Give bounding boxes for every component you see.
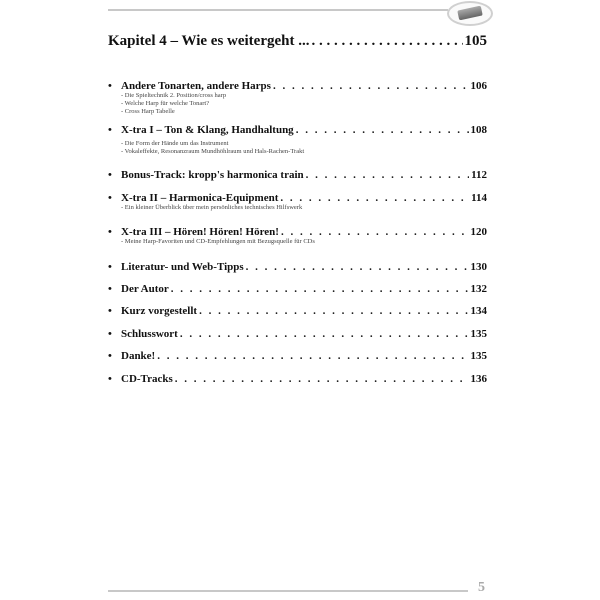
entry-subtopic: - Cross Harp Tabelle xyxy=(121,108,175,115)
bullet: • xyxy=(108,283,112,295)
dot-leader xyxy=(312,33,463,50)
dot-leader xyxy=(157,350,468,362)
bullet: • xyxy=(108,80,112,92)
chapter-title: Kapitel 4 – Wie es weitergeht ... xyxy=(108,33,310,49)
entry-title: CD-Tracks xyxy=(121,373,173,385)
entry-subtopic: - Die Form der Hände um das Instrument xyxy=(121,140,229,147)
entry-page: 112 xyxy=(471,169,487,181)
dot-leader xyxy=(273,80,469,92)
toc-entry xyxy=(108,283,487,295)
bullet: • xyxy=(108,226,112,238)
harmonica-icon xyxy=(457,6,483,21)
harmonica-logo xyxy=(447,1,493,26)
entry-page: 106 xyxy=(470,80,487,92)
toc-entry xyxy=(108,373,487,385)
entry-title: X-tra I – Ton & Klang, Handhaltung xyxy=(121,124,294,136)
chapter-heading xyxy=(108,33,487,50)
entry-title: Bonus-Track: kropp's harmonica train xyxy=(121,169,304,181)
toc-entry xyxy=(108,192,487,212)
entry-title: Der Autor xyxy=(121,283,169,295)
entry-page: 136 xyxy=(470,373,487,385)
entry-subtopic: - Ein kleiner Überblick über mein persönliches technisches Hilfswerk xyxy=(121,204,303,211)
entry-subtopic: - Vokaleffekte, Resonanzraum Mundhöhlraum und Hals-Rachen-Trakt xyxy=(121,148,305,155)
entry-page: 108 xyxy=(470,124,487,136)
entry-title: X-tra III – Hören! Hören! Hören! xyxy=(121,226,279,238)
toc-entry xyxy=(108,80,487,116)
dot-leader xyxy=(175,373,469,385)
toc-entry xyxy=(108,305,487,317)
entry-title: X-tra II – Harmonica-Equipment xyxy=(121,192,279,204)
toc-entry xyxy=(108,226,487,246)
toc-entry xyxy=(108,169,487,181)
bullet: • xyxy=(108,169,112,181)
entry-page: 132 xyxy=(470,283,487,295)
bullet: • xyxy=(108,373,112,385)
entry-title: Andere Tonarten, andere Harps xyxy=(121,80,271,92)
bullet: • xyxy=(108,192,112,204)
toc-entry xyxy=(108,350,487,362)
bullet: • xyxy=(108,124,112,136)
entry-title: Danke! xyxy=(121,350,156,362)
entry-title: Kurz vorgestellt xyxy=(121,305,198,317)
entry-subtopic: - Welche Harp für welche Tonart? xyxy=(121,100,210,107)
entry-page: 134 xyxy=(470,305,487,317)
dot-leader xyxy=(296,124,469,136)
dot-leader xyxy=(180,328,469,340)
entry-title: Literatur- und Web-Tipps xyxy=(121,261,244,273)
bullet: • xyxy=(108,350,112,362)
entry-page: 135 xyxy=(470,328,487,340)
dot-leader xyxy=(199,305,468,317)
bullet: • xyxy=(108,261,112,273)
page-number: 5 xyxy=(478,580,485,595)
dot-leader xyxy=(171,283,469,295)
dot-leader xyxy=(280,192,469,204)
dot-leader xyxy=(246,261,469,273)
entry-page: 114 xyxy=(471,192,487,204)
dot-leader xyxy=(306,169,469,181)
entry-subtopic: - Die Spieltechnik 2. Position/cross harp xyxy=(121,92,227,99)
footer-rule xyxy=(108,590,468,592)
chapter-page: 105 xyxy=(464,33,487,49)
toc-entry xyxy=(108,124,487,156)
entry-subtopic: - Meine Harp-Favoriten und CD-Empfehlungen mit Bezugsquelle für CDs xyxy=(121,238,315,245)
entry-title: Schlusswort xyxy=(121,328,178,340)
header-rule xyxy=(108,9,448,11)
toc-entry xyxy=(108,328,487,340)
dot-leader xyxy=(281,226,469,238)
bullet: • xyxy=(108,328,112,340)
bullet: • xyxy=(108,305,112,317)
toc-entry xyxy=(108,261,487,273)
entry-page: 135 xyxy=(470,350,487,362)
entry-page: 120 xyxy=(470,226,487,238)
entry-page: 130 xyxy=(470,261,487,273)
